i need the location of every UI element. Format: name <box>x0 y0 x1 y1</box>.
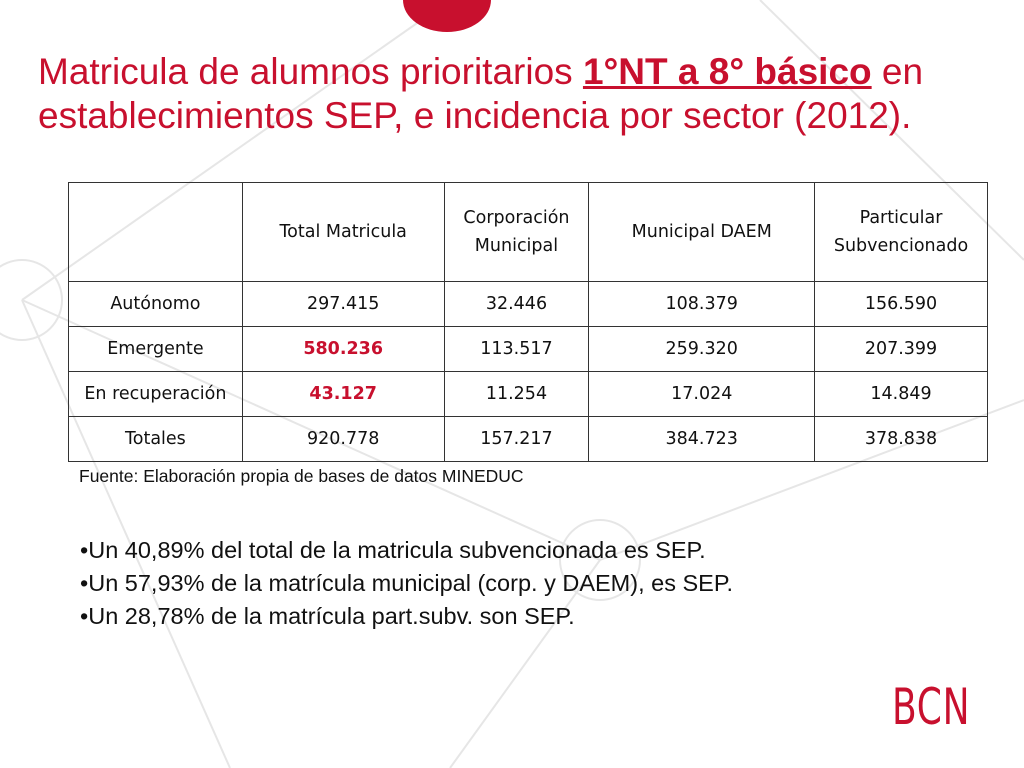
table-row <box>69 372 988 417</box>
table-cell: 32.446 <box>444 282 589 327</box>
table-cell: 157.217 <box>444 417 589 462</box>
row-label: Emergente <box>69 327 243 372</box>
header-particular-subvencionado: Particular Subvencionado <box>815 183 988 282</box>
table-cell: 113.517 <box>444 327 589 372</box>
title-part2: en establecimientos SEP, e incidencia por sector (2012). <box>38 51 924 136</box>
title-part1: Matricula de alumnos prioritarios <box>38 51 583 92</box>
table-cell: 384.723 <box>589 417 815 462</box>
header-corporacion-municipal: Corporación Municipal <box>444 183 589 282</box>
table-row <box>69 282 988 327</box>
bullet-list <box>80 534 733 633</box>
row-label: Autónomo <box>69 282 243 327</box>
table-cell: 17.024 <box>589 372 815 417</box>
table-cell: 108.379 <box>589 282 815 327</box>
enrollment-table <box>68 182 988 462</box>
table-header-row <box>69 183 988 282</box>
table-cell: 156.590 <box>815 282 988 327</box>
source-note: Fuente: Elaboración propia de bases de datos MINEDUC <box>79 466 524 486</box>
table-cell: 207.399 <box>815 327 988 372</box>
header-total-matricula: Total Matricula <box>242 183 444 282</box>
table-cell: 920.778 <box>242 417 444 462</box>
header-blank <box>69 183 243 282</box>
table-row <box>69 327 988 372</box>
table-cell: 297.415 <box>242 282 444 327</box>
slide-title <box>38 50 998 138</box>
bullet-item: •Un 28,78% de la matrícula part.subv. son SEP. <box>80 603 575 629</box>
table-cell: 14.849 <box>815 372 988 417</box>
title-highlight: 1°NT a 8° básico <box>582 51 872 92</box>
table-cell: 378.838 <box>815 417 988 462</box>
bullet-item: •Un 40,89% del total de la matricula subvencionada es SEP. <box>80 537 706 563</box>
table-cell-highlight: 43.127 <box>242 372 444 417</box>
row-label: Totales <box>69 417 243 462</box>
row-label: En recuperación <box>69 372 243 417</box>
table-cell-highlight: 580.236 <box>242 327 444 372</box>
bcn-logo: BCN <box>892 678 971 736</box>
table-cell: 259.320 <box>589 327 815 372</box>
table-row <box>69 417 988 462</box>
header-municipal-daem: Municipal DAEM <box>589 183 815 282</box>
table-cell: 11.254 <box>444 372 589 417</box>
bullet-item: •Un 57,93% de la matrícula municipal (corp. y DAEM), es SEP. <box>80 570 734 596</box>
